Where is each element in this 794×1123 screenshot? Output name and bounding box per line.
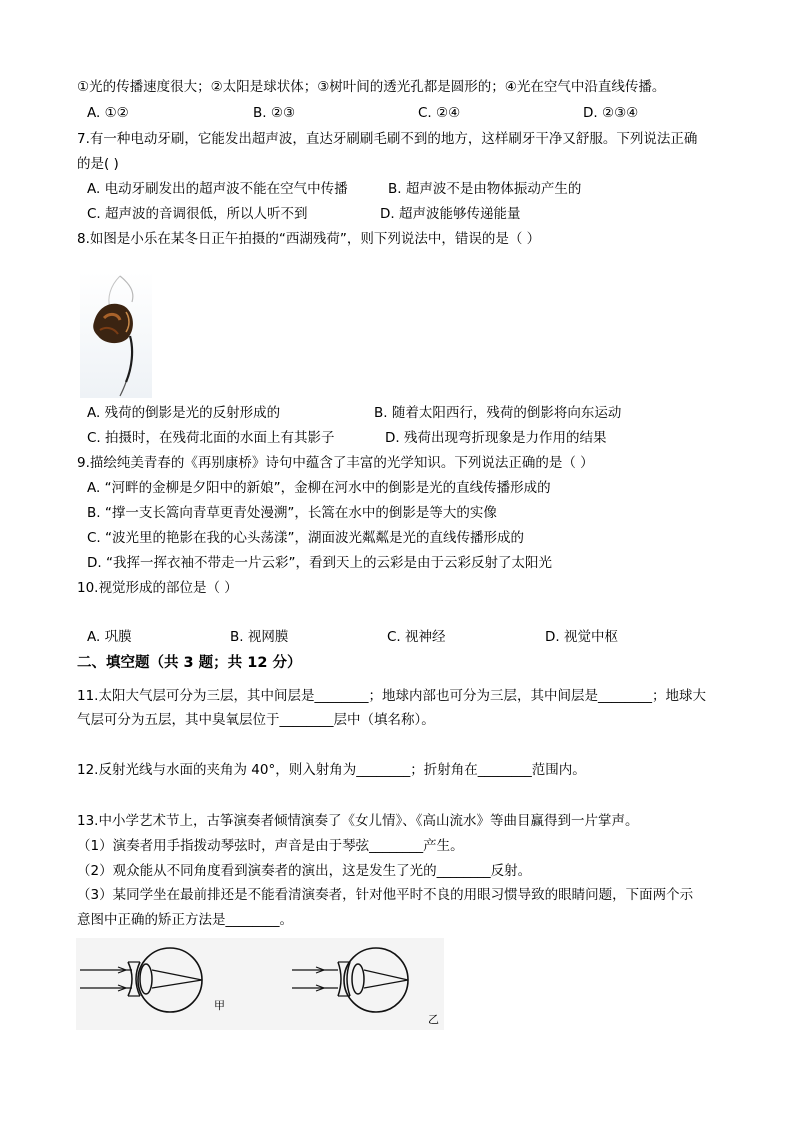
q9-option-a: A. “河畔的金柳是夕阳中的新娘”，金柳在河水中的倒影是光的直线传播形成的 xyxy=(87,480,551,496)
q8-option-d: D. 残荷出现弯折现象是力作用的结果 xyxy=(385,430,607,446)
q6-option-a: A. ①② xyxy=(87,105,129,121)
q13-stem: 13.中小学艺术节上，古筝演奏者倾情演奏了《女儿情》、《高山流水》等曲目赢得到一片掌声。 xyxy=(77,813,639,829)
q13-part2: （2）观众能从不同角度看到演奏者的演出，这是发生了光的________反射。 xyxy=(77,863,532,879)
q6-option-c: C. ②④ xyxy=(418,105,461,121)
q8-stem: 8.如图是小乐在某冬日正午拍摄的“西湖残荷”，则下列说法中，错误的是（ ） xyxy=(77,231,541,247)
q13-part3-line2: 意图中正确的矫正方法是________。 xyxy=(77,912,293,928)
q11-line1: 11.太阳大气层可分为三层，其中间层是________；地球内部也可分为三层，其中间层是________；地球大 xyxy=(77,688,706,704)
q9-option-d: D. “我挥一挥衣袖不带走一片云彩”，看到天上的云彩是由于云彩反射了太阳光 xyxy=(87,555,552,571)
q10-option-c: C. 视神经 xyxy=(387,629,446,645)
q8-option-c: C. 拍摄时，在残荷北面的水面上有其影子 xyxy=(87,430,335,446)
q6-stem: ①光的传播速度很大；②太阳是球状体；③树叶间的透光孔都是圆形的；④光在空气中沿直线传播。 xyxy=(77,79,666,95)
q10-option-b: B. 视网膜 xyxy=(230,629,289,645)
section-title: 二、填空题（共 3 题；共 12 分） xyxy=(77,655,302,671)
q7-option-d: D. 超声波能够传递能量 xyxy=(380,206,521,222)
q9-option-b: B. “撑一支长篙向青草更青处漫溯”，长篙在水中的倒影是等大的实像 xyxy=(87,505,497,521)
q6-option-b: B. ②③ xyxy=(253,105,296,121)
q10-option-a: A. 巩膜 xyxy=(87,629,132,645)
figure-label-b: 乙 xyxy=(428,1013,439,1026)
q6-option-d: D. ②③④ xyxy=(583,105,639,121)
figure-label-a: 甲 xyxy=(214,999,225,1012)
q9-stem: 9.描绘纯美青春的《再别康桥》诗句中蕴含了丰富的光学知识。下列说法正确的是（ ） xyxy=(77,455,594,471)
q7-stem-line1: 7.有一种电动牙刷，它能发出超声波，直达牙刷刷毛刷不到的地方，这样刷牙干净又舒服。下列说法正确 xyxy=(77,131,698,147)
q7-stem-line2: 的是( ) xyxy=(77,156,119,172)
q9-option-c: C. “波光里的艳影在我的心头荡漾”，湖面波光粼粼是光的直线传播形成的 xyxy=(87,530,524,546)
q10-option-d: D. 视觉中枢 xyxy=(545,629,618,645)
q8-option-a: A. 残荷的倒影是光的反射形成的 xyxy=(87,405,281,421)
q13-part3-line1: （3）某同学坐在最前排还是不能看清演奏者，针对他平时不良的用眼习惯导致的眼睛问题，下面两个示 xyxy=(77,887,694,903)
q8-option-b: B. 随着太阳西行，残荷的倒影将向东运动 xyxy=(374,405,622,421)
lotus-photo xyxy=(80,272,152,398)
q11-line2: 气层可分为五层，其中臭氧层位于________层中（填名称）。 xyxy=(77,712,435,728)
eye-correction-diagram xyxy=(76,938,444,1030)
q10-stem: 10.视觉形成的部位是（ ） xyxy=(77,580,238,596)
q7-option-b: B. 超声波不是由物体振动产生的 xyxy=(388,181,582,197)
q13-part1: （1）演奏者用手指拨动琴弦时，声音是由于琴弦________产生。 xyxy=(77,838,464,854)
q12-line: 12.反射光线与水面的夹角为 40°，则入射角为________；折射角在________范围内。 xyxy=(77,762,586,778)
q7-option-c: C. 超声波的音调很低，所以人听不到 xyxy=(87,206,308,222)
q7-option-a: A. 电动牙刷发出的超声波不能在空气中传播 xyxy=(87,181,348,197)
